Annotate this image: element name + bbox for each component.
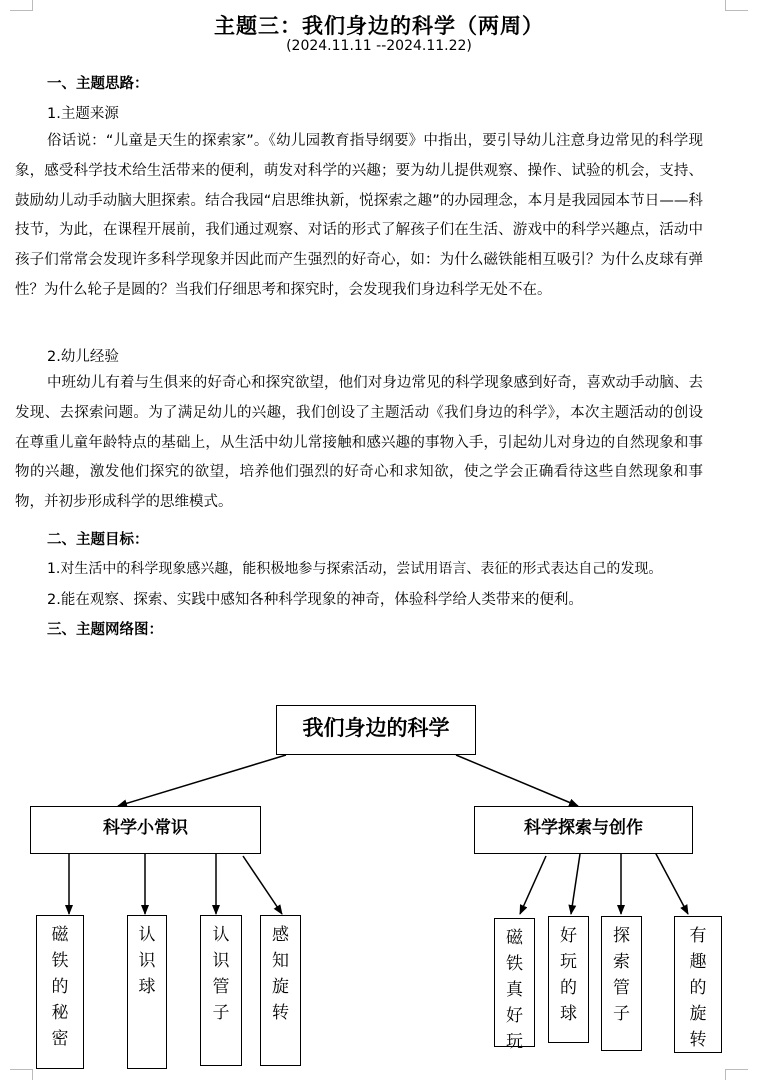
subheading-experience: 2.幼儿经验 — [47, 349, 119, 365]
goal-item: 2.能在观察、探索、实践中感知各种科学现象的神奇，体验科学给人类带来的便利。 — [47, 592, 583, 608]
leaf-char: 的 — [560, 978, 577, 998]
text-line: 戏中的科学兴趣点，活动中孩子们常常会发现许多科学现象并因此而产生强烈的好奇心，如：为什么 — [15, 222, 704, 269]
leaf-char: 秘 — [51, 1003, 69, 1023]
web-leaf-know-tube — [200, 915, 242, 1066]
text-line: 学现象，感受科学技术给生活带来的便利，萌发对科学的兴趣；要为幼儿提供观察、操作、试验的机 — [15, 133, 703, 179]
text-line: 磁铁能相互吸引？为什么皮球有弹性？为什么轮子是圆的？当我们仔细思考和探究时，会发现我们身 — [15, 252, 704, 298]
text-line: 边科学无处不在。 — [435, 281, 552, 298]
leaf-char: 好 — [560, 926, 577, 946]
leaf-char: 管 — [212, 977, 230, 997]
leaf-char: 球 — [560, 1004, 577, 1024]
leaf-char: 磁 — [506, 928, 523, 948]
leaf-char: 子 — [613, 1004, 630, 1024]
web-leaf-explore-tube — [601, 916, 642, 1051]
text-line: 活动的创设在尊重儿童年龄特点的基础上，从生活中幼儿常接触和感兴趣的事物入手，引起幼儿对身 — [15, 404, 704, 451]
connector-arrow — [456, 755, 578, 806]
leaf-char: 的 — [689, 978, 707, 998]
leaf-char: 探 — [613, 926, 630, 946]
text-line: 脑、去发现、去探索问题。为了满足幼儿的兴趣，我们创设了主题活动《我们身边的科学》，本次主题 — [15, 375, 704, 421]
web-leaf-know-ball — [127, 915, 167, 1069]
leaf-char: 铁 — [51, 951, 69, 971]
leaf-char: 旋 — [689, 1004, 707, 1024]
leaf-char: 真 — [506, 980, 523, 1000]
web-root-node: 我们身边的科学 — [276, 705, 476, 755]
leaf-char: 球 — [138, 977, 156, 997]
web-leaf-fun-ball — [548, 916, 589, 1043]
leaf-char: 好 — [506, 1006, 523, 1026]
text-line: 中班幼儿有着与生俱来的好奇心和探究欲望，他们对身边常见的科学现象感到好奇，喜欢动手动 — [47, 375, 660, 391]
section-heading-web: 三、主题网络图： — [47, 622, 163, 638]
leaf-char: 有 — [689, 926, 707, 946]
text-line: 俗话说：“儿童是天生的探索家”。《幼儿园教育指导纲要》中指出，要引导幼儿注意身边常见的科 — [47, 133, 674, 149]
web-branch-science-knowledge: 科学小常识 — [30, 806, 261, 854]
goal-item: 1.对生活中的科学现象感兴趣，能积极地参与探索活动，尝试用语言、表征的形式表达自己的发现。 — [47, 561, 663, 577]
leaf-char: 铁 — [506, 954, 523, 974]
leaf-char: 玩 — [506, 1032, 523, 1052]
document-title: 主题三：我们身边的科学（两周） — [214, 14, 544, 38]
web-leaf-fun-rotation — [674, 916, 722, 1053]
subheading-source: 1.主题来源 — [47, 106, 119, 122]
web-leaf-magnet-secret — [36, 915, 84, 1069]
leaf-char: 密 — [51, 1029, 69, 1049]
section-heading-ideas: 一、主题思路： — [47, 76, 149, 92]
web-leaf-magnet-fun — [494, 918, 535, 1052]
leaf-char: 识 — [212, 951, 230, 971]
leaf-char: 磁 — [51, 925, 69, 945]
date-range: (2024.11.11 --2024.11.22) — [286, 38, 472, 54]
connector-arrow — [655, 852, 688, 914]
text-line: 边的自然现象和事物的兴趣，激发他们探究的欲望，培养他们强烈的好奇心和求知欲，使之学会正确 — [15, 434, 704, 481]
section-heading-goals: 二、主题目标： — [47, 532, 149, 548]
connector-arrow — [243, 856, 282, 914]
leaf-char: 旋 — [272, 977, 289, 997]
text-line: 会，支持、鼓励幼儿动手动脑大胆探索。结合我园“启思维执新，悦探索之趣”的办园理念，本月是 — [15, 162, 704, 209]
leaf-char: 认 — [212, 925, 230, 945]
web-leaf-sense-rotation — [260, 915, 301, 1066]
text-line: 我园园本节日——科技节，为此，在课程开展前，我们通过观察、对话的形式了解孩子们在生活、游 — [15, 192, 704, 239]
leaf-char: 的 — [51, 977, 69, 997]
text-line: 看待这些自然现象和事物，并初步形成科学的思维模式。 — [15, 464, 703, 511]
connector-arrow — [520, 856, 546, 914]
leaf-char: 转 — [689, 1030, 707, 1050]
leaf-char: 玩 — [560, 952, 577, 972]
leaf-char: 识 — [138, 951, 156, 971]
leaf-char: 趣 — [689, 952, 707, 972]
connector-arrow — [571, 854, 580, 914]
leaf-char: 转 — [272, 1003, 289, 1023]
leaf-char: 管 — [613, 978, 630, 998]
leaf-char: 子 — [212, 1003, 230, 1023]
web-branch-explore-create: 科学探索与创作 — [474, 806, 693, 854]
connector-arrow — [118, 755, 286, 806]
leaf-char: 感 — [272, 925, 289, 945]
leaf-char: 索 — [613, 952, 630, 972]
leaf-char: 认 — [138, 925, 156, 945]
leaf-char: 知 — [272, 951, 289, 971]
